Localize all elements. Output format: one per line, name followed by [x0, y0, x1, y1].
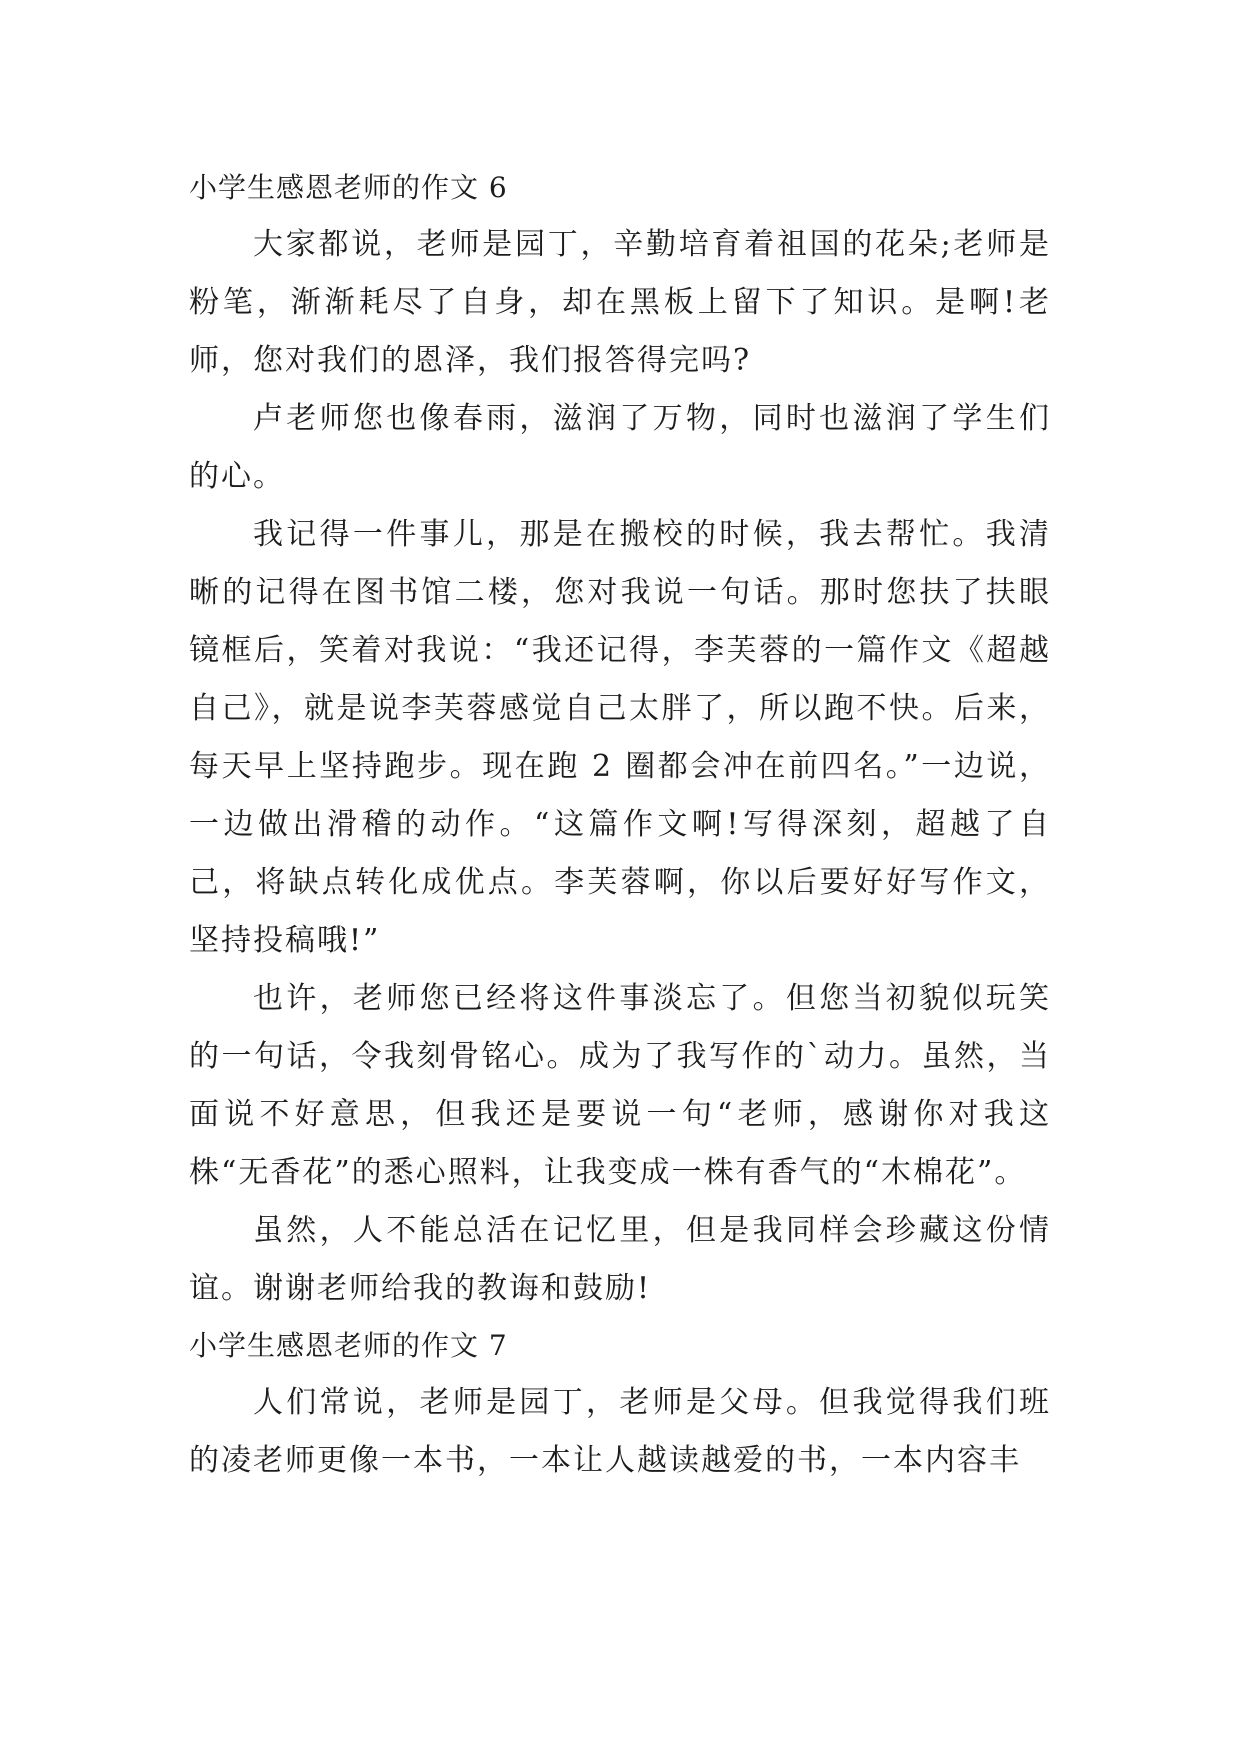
essay-title: 小学生感恩老师的作文 6	[189, 171, 508, 204]
document-body	[189, 160, 1051, 1490]
essay-section-6	[189, 160, 1051, 1318]
essay-title: 小学生感恩老师的作文 7	[189, 1329, 508, 1362]
essay-paragraph: 大家都说，老师是园丁，辛勤培育着祖国的花朵;老师是粉笔，渐渐耗尽了自身，却在黑板上留下了知识。是啊!老师，您对我们的恩泽，我们报答得完吗?	[189, 227, 1051, 378]
essay-paragraph: 也许，老师您已经将这件事淡忘了。但您当初貌似玩笑的一句话，令我刻骨铭心。成为了我写作的`动力。虽然，当面说不好意思，但我还是要说一句“老师，感谢你对我这株“无香花”的悉心照料，让我变成一株有香气的“木棉花”。	[189, 981, 1051, 1190]
essay-paragraph: 我记得一件事儿，那是在搬校的时候，我去帮忙。我清晰的记得在图书馆二楼，您对我说一句话。那时您扶了扶眼镜框后，笑着对我说：“我还记得，李芙蓉的一篇作文《超越自己》，就是说李芙蓉感觉自己太胖了，所以跑不快。后来，每天早上坚持跑步。现在跑 2 圈都会冲在前四名。”一边说，一边做出滑稽的动作。“这篇作文啊!写得深刻，超越了自己，将缺点转化成优点。李芙蓉啊，你以后要好好写作文，坚持投稿哦!”	[189, 517, 1051, 958]
essay-paragraph: 人们常说，老师是园丁，老师是父母。但我觉得我们班的凌老师更像一本书，一本让人越读越爱的书，一本内容丰	[189, 1385, 1051, 1478]
essay-section-7	[189, 1318, 1051, 1490]
essay-paragraph: 卢老师您也像春雨，滋润了万物，同时也滋润了学生们的心。	[189, 401, 1051, 494]
essay-paragraph: 虽然，人不能总活在记忆里，但是我同样会珍藏这份情谊。谢谢老师给我的教诲和鼓励!	[189, 1213, 1051, 1306]
